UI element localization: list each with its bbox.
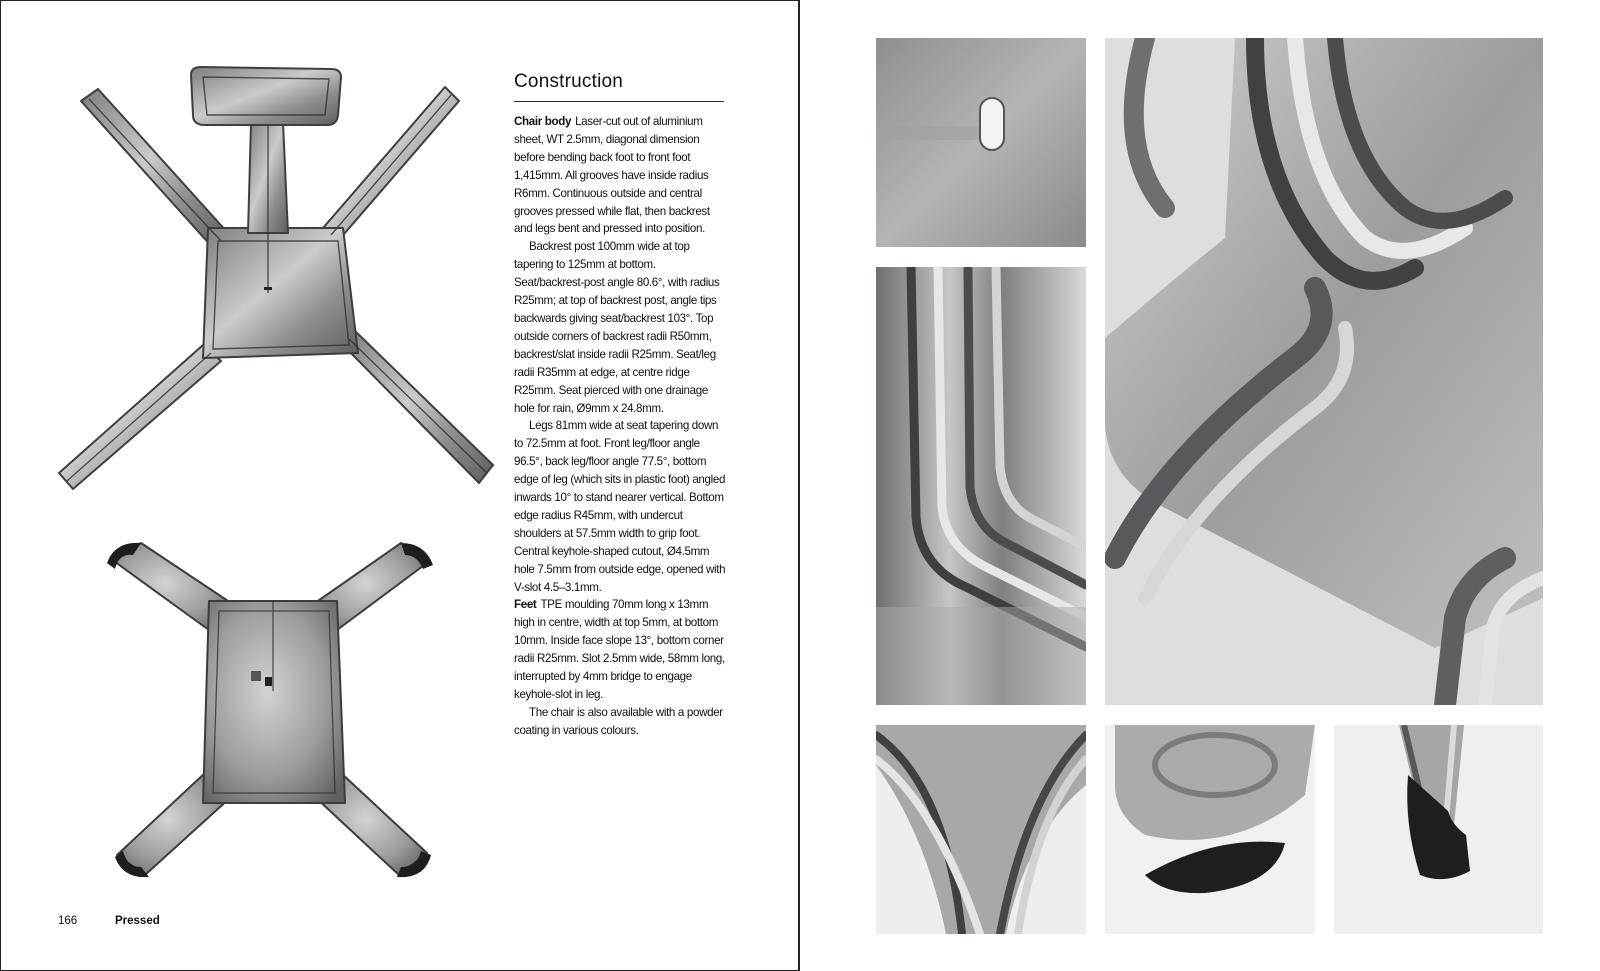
run-in-heading: Feet <box>514 598 537 612</box>
section-heading: Construction <box>514 71 724 102</box>
paragraph-text: The chair is also available with a powder coating in various colours. <box>514 705 723 737</box>
photo-groove-bend-detail <box>876 267 1086 705</box>
left-page <box>0 0 799 971</box>
photo-leg-groove-underside <box>876 725 1086 934</box>
photo-leg-with-foot <box>1334 725 1543 934</box>
run-in-heading: Chair body <box>514 115 572 128</box>
paragraph-legs <box>514 417 726 596</box>
bent-chair-top-view-illustration <box>101 541 441 881</box>
flat-chair-body-illustration <box>53 63 503 507</box>
running-footer-title: Pressed <box>115 915 160 927</box>
paragraph-backrest <box>514 238 726 417</box>
paragraph-feet <box>514 596 726 703</box>
page-number: 166 <box>58 915 78 927</box>
paragraph-coating <box>514 704 726 740</box>
paragraph-text: Legs 81mm wide at seat tapering down to 72.5mm at foot. Front leg/floor angle 96.5°, back leg/floor angle 77.5°, bottom edge of leg (which sits in plastic foot) angled inwards 10° to stand nearer vertical. Bottom edge radius R45mm, with undercut shoulders at 57.5mm width to grip foot. Central keyhole-shaped cutout, Ø4.5mm hole 7.5mm from outside edge, opened with V-slot 4.5–3.1mm. <box>514 419 726 594</box>
photo-backrest-seat-junction <box>1105 38 1543 705</box>
paragraph-chair-body <box>514 113 726 238</box>
photo-drainage-hole-detail <box>876 38 1086 247</box>
photo-foot-moulding <box>1105 725 1315 934</box>
construction-text <box>514 113 726 740</box>
paragraph-text: TPE moulding 70mm long x 13mm high in centre, width at top 5mm, at bottom 10mm. Inside face slope 13°, bottom corner radii R25mm. Slot 2.5mm wide, 58mm long, interrupted by 4mm bridge to engage keyhole-slot in leg. <box>514 598 725 701</box>
paragraph-text: Backrest post 100mm wide at top tapering to 125mm at bottom. Seat/backrest-post angle 80.6°, with radius R25mm; at top of backrest post, angle tips backwards giving seat/backrest 103°. Top outside corners of backrest radii R50mm, backrest/slat inside radii R25mm. Seat/leg radii R35mm at edge, at centre ridge R25mm. Seat pierced with one drainage hole for rain, Ø9mm x 24.8mm. <box>514 240 720 415</box>
paragraph-text: Laser-cut out of aluminium sheet, WT 2.5mm, diagonal dimension before bending back foot to front foot 1,415mm. All grooves have inside radius R6mm. Continuous outside and central grooves pressed while flat, then backrest and legs bent and pressed into position. <box>514 115 710 236</box>
